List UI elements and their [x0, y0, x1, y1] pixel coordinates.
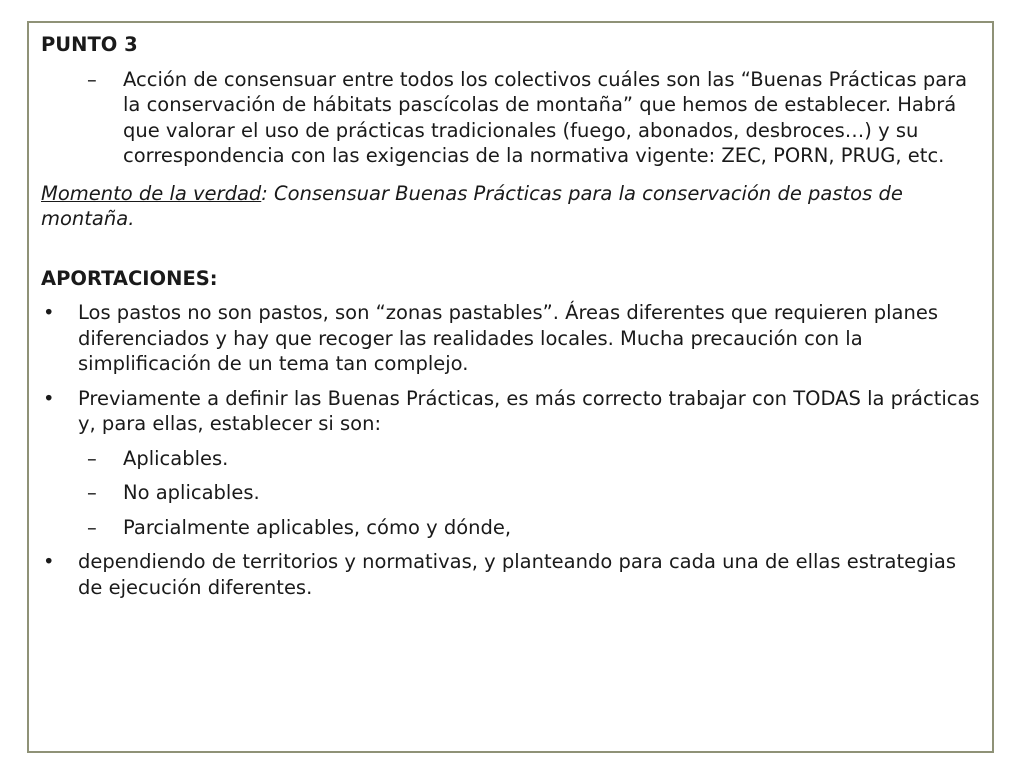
sub-list-item	[41, 480, 982, 506]
sub-item-text: Aplicables.	[123, 446, 229, 470]
momento-text: : Consensuar Buenas Prácticas para la conservación de pastos de montaña.	[41, 181, 903, 230]
bullet-marker: •	[43, 301, 55, 324]
bullet-text: dependiendo de territorios y normativas, y planteando para cada una de ellas estrategias de ejecución diferentes.	[78, 550, 957, 599]
sub-item-text: Parcialmente aplicables, cómo y dónde,	[123, 515, 512, 539]
bullet-text: Previamente a definir las Buenas Prácticas, es más correcto trabajar con TODAS la prácticas y, para ellas, establecer si son:	[78, 386, 980, 435]
action-text: Acción de consensuar entre todos los colectivos cuáles son las “Buenas Prácticas para la conservación de hábitats pascícolas de montaña” que hemos de establecer. Habrá que valorar el uso de prácticas tradicionales (fuego, abonados, desbroces…) y su correspondencia con las exigencias de la normativa vigente: ZEC, PORN, PRUG, etc.	[123, 67, 968, 167]
list-item	[41, 300, 982, 377]
dash-marker: –	[87, 515, 97, 539]
bullet-marker: •	[43, 550, 55, 573]
slide-content	[41, 32, 982, 600]
sub-item-text: No aplicables.	[123, 481, 260, 504]
punto-heading: PUNTO 3	[41, 33, 138, 56]
momento-label: Momento de la verdad	[41, 181, 262, 205]
slide-frame	[27, 21, 994, 753]
bullet-text: Los pastos no son pastos, son “zonas pastables”. Áreas diferentes que requieren planes diferenciados y hay que recoger las realidades locales. Mucha precaución con la simplificación de un tema tan complejo.	[78, 301, 939, 375]
bullet-marker: •	[43, 386, 55, 410]
dash-marker: –	[87, 446, 97, 470]
action-item	[41, 67, 982, 169]
sub-list-item	[41, 446, 982, 472]
dash-marker: –	[87, 67, 97, 91]
momento-paragraph	[41, 181, 982, 232]
sub-list-item	[41, 515, 982, 541]
aportaciones-heading: APORTACIONES:	[41, 266, 218, 290]
list-item	[41, 549, 982, 600]
dash-marker: –	[87, 481, 97, 504]
list-item	[41, 386, 982, 437]
